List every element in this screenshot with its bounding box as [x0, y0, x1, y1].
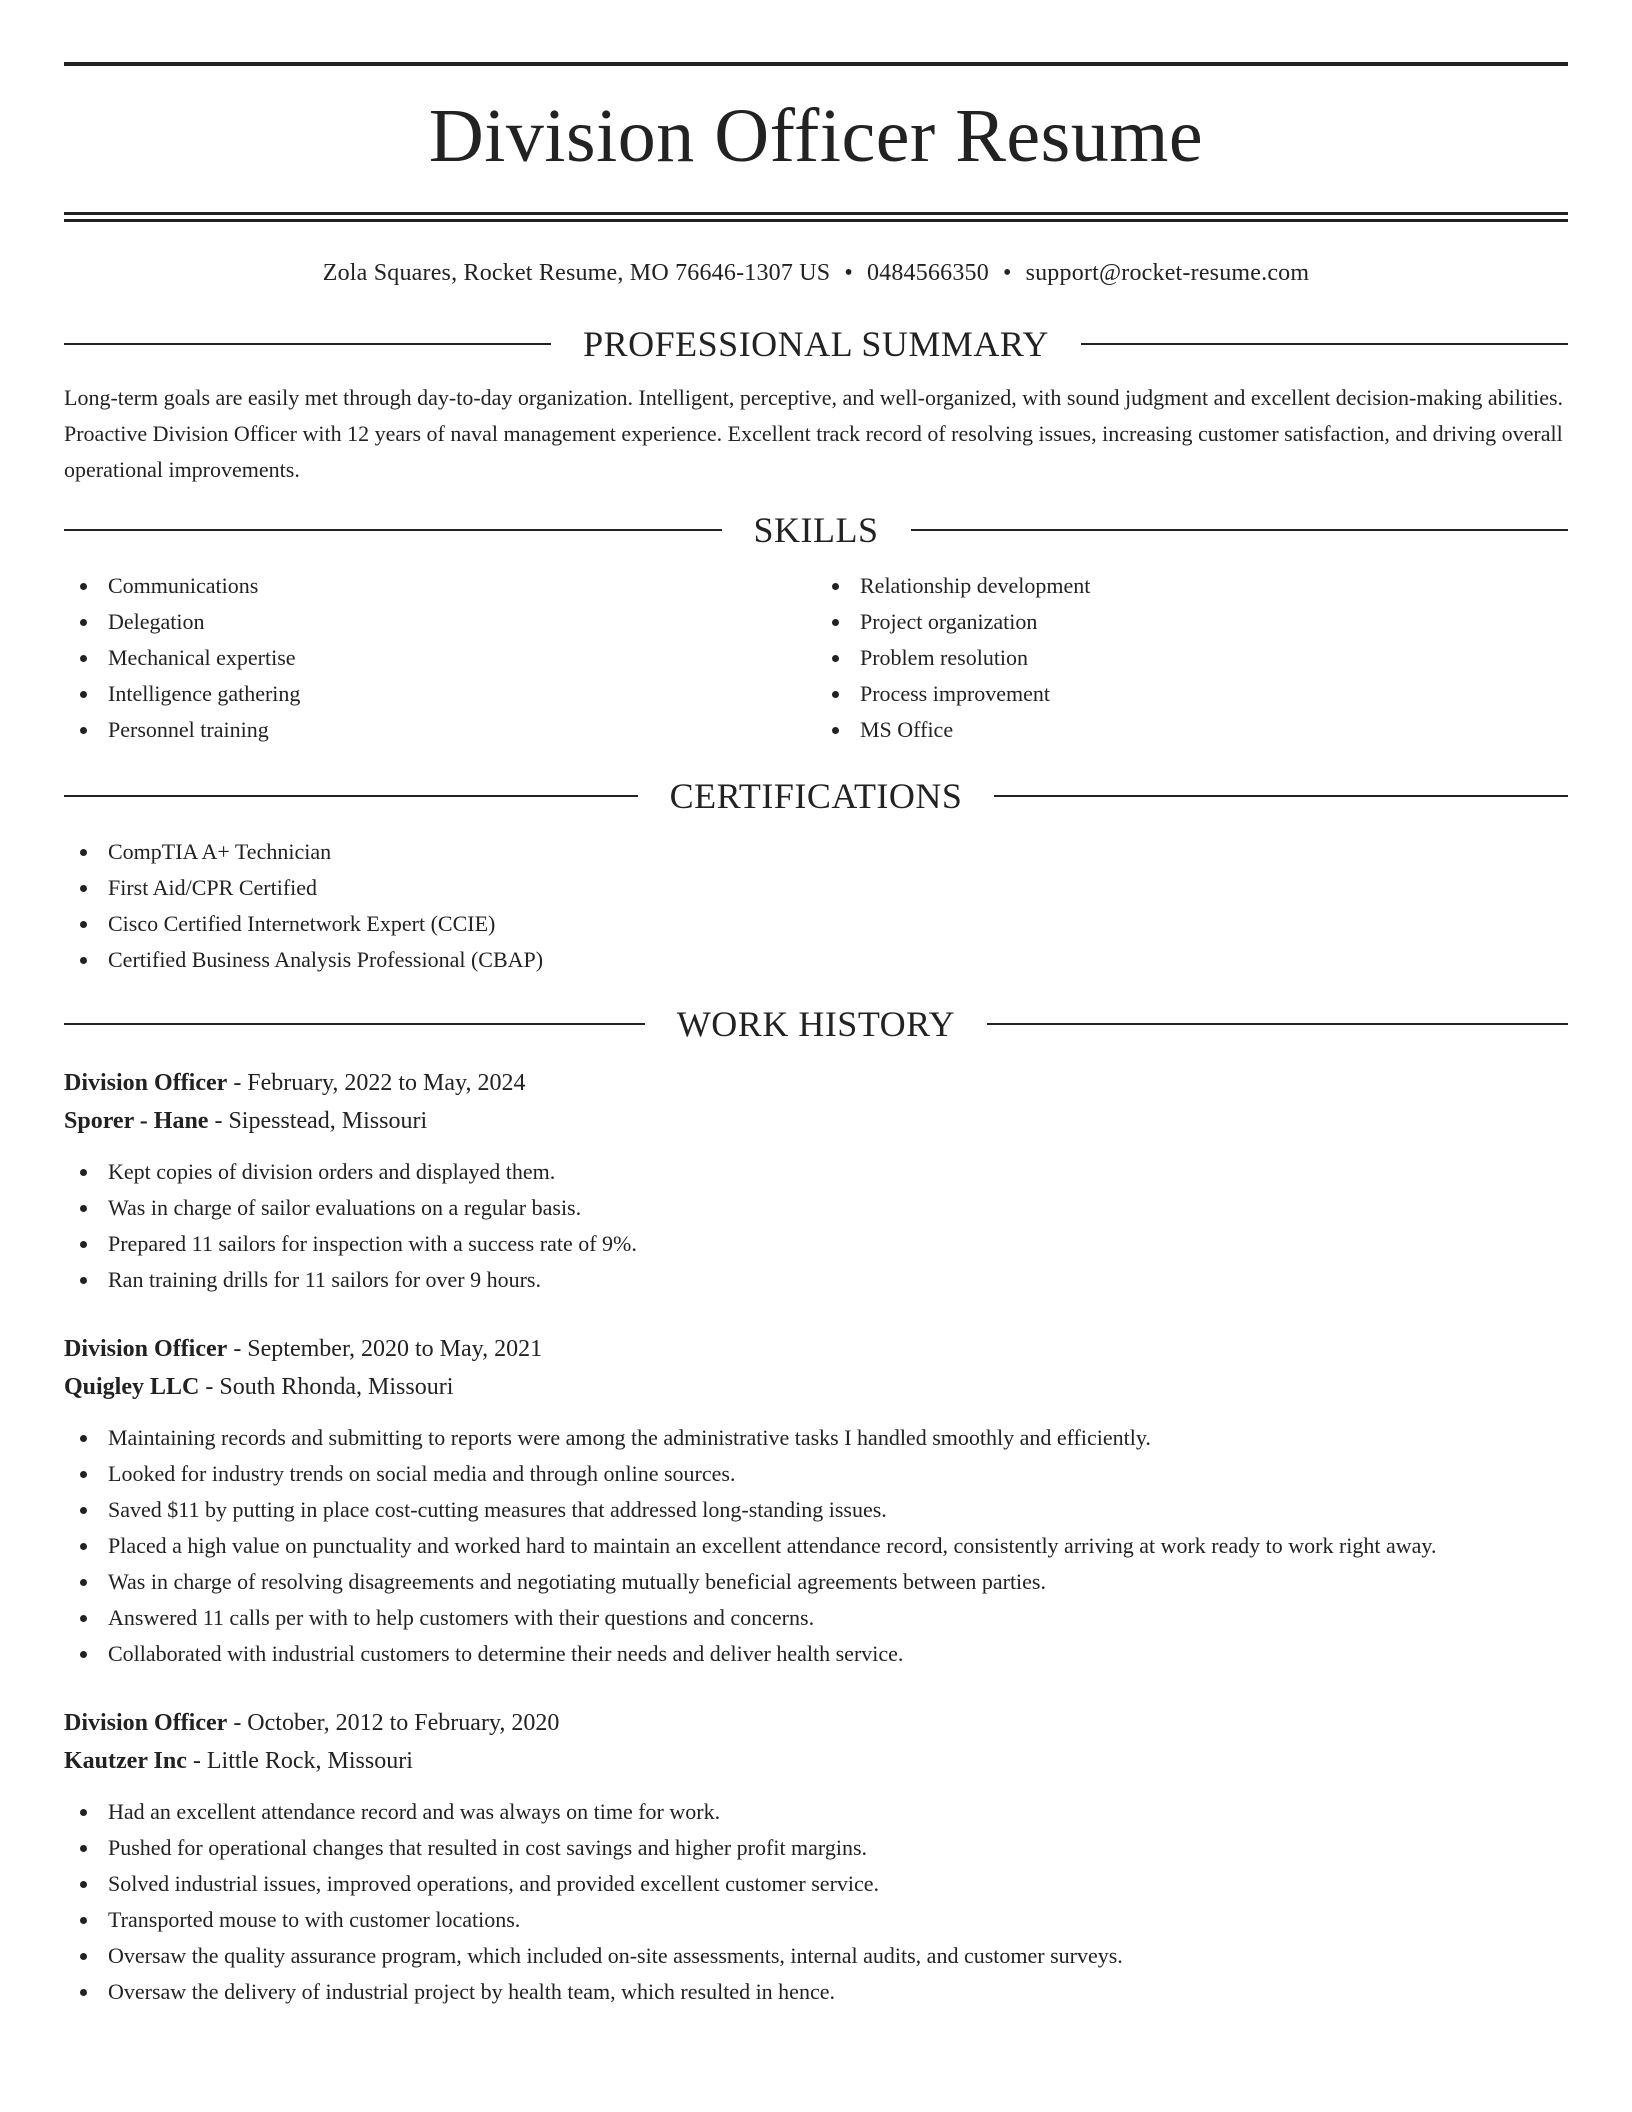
- job-bullets: [64, 1154, 1568, 1298]
- skill-item: Communications: [64, 568, 816, 604]
- work-history-heading: [64, 1002, 1568, 1046]
- section-title: WORK HISTORY: [676, 1004, 956, 1044]
- job-title-line: [64, 1330, 1568, 1368]
- job-bullet: Prepared 11 sailors for inspection with a success rate of 9%.: [64, 1226, 1568, 1262]
- job-bullet: Pushed for operational changes that resulted in cost savings and higher profit margins.: [64, 1830, 1568, 1866]
- job-dates: - September, 2020 to May, 2021: [227, 1336, 543, 1362]
- job-entry: [64, 1330, 1568, 1672]
- certification-item: CompTIA A+ Technician: [64, 834, 1568, 870]
- job-bullets: [64, 1420, 1568, 1672]
- job-company-line: [64, 1102, 1568, 1140]
- skills-heading: [64, 508, 1568, 552]
- job-bullet: Was in charge of sailor evaluations on a regular basis.: [64, 1190, 1568, 1226]
- job-company: Sporer - Hane: [64, 1108, 209, 1134]
- job-title-line: [64, 1064, 1568, 1102]
- job-dates: - February, 2022 to May, 2024: [227, 1070, 526, 1096]
- skills-list-left: [64, 568, 816, 748]
- skill-item: Delegation: [64, 604, 816, 640]
- job-bullet: Oversaw the delivery of industrial project by health team, which resulted in hence.: [64, 1974, 1568, 2010]
- summary-text: Long-term goals are easily met through day-to-day organization. Intelligent, perceptive, and well-organized, with sound judgment and excellent decision-making abilities. Proactive Division Officer with 12 years of naval management experience. Excellent track record of resolving issues, increasing customer satisfaction, and driving overall operational improvements.: [64, 385, 1564, 482]
- job-company: Kautzer Inc: [64, 1748, 187, 1774]
- job-company-line: [64, 1742, 1568, 1780]
- top-rule: [64, 62, 1568, 66]
- job-bullet: Was in charge of resolving disagreements and negotiating mutually beneficial agreements between parties.: [64, 1564, 1568, 1600]
- job-bullet: Transported mouse to with customer locations.: [64, 1902, 1568, 1938]
- job-title: Division Officer: [64, 1710, 228, 1736]
- skill-item: Problem resolution: [816, 640, 1568, 676]
- section-title: SKILLS: [753, 510, 879, 550]
- job-title: Division Officer: [64, 1336, 228, 1362]
- skill-item: MS Office: [816, 712, 1568, 748]
- job-entry: [64, 1704, 1568, 2010]
- contact-email: support@rocket-resume.com: [1025, 260, 1310, 286]
- section-title: CERTIFICATIONS: [669, 776, 963, 816]
- skill-item: Personnel training: [64, 712, 816, 748]
- job-bullets: [64, 1794, 1568, 2010]
- job-bullet: Collaborated with industrial customers to determine their needs and deliver health service.: [64, 1636, 1568, 1672]
- page-title: Division Officer Resume: [428, 94, 1204, 178]
- contact-phone: 0484566350: [866, 260, 989, 286]
- job-title-line: [64, 1704, 1568, 1742]
- job-bullet: Answered 11 calls per with to help customers with their questions and concerns.: [64, 1600, 1568, 1636]
- certification-item: Certified Business Analysis Professional (CBAP): [64, 942, 1568, 978]
- certification-item: Cisco Certified Internetwork Expert (CCIE): [64, 906, 1568, 942]
- job-bullet: Had an excellent attendance record and was always on time for work.: [64, 1794, 1568, 1830]
- heading-rule-left: [64, 1023, 645, 1025]
- skills-column-right: [816, 568, 1568, 748]
- certifications-list: [64, 834, 1568, 978]
- contact-address: Zola Squares, Rocket Resume, MO 76646-1307 US: [322, 260, 831, 286]
- job-entry: [64, 1064, 1568, 1298]
- heading-rule-right: [987, 1023, 1568, 1025]
- heading-rule-left: [64, 343, 551, 345]
- skills-list-right: [816, 568, 1568, 748]
- job-company-line: [64, 1368, 1568, 1406]
- section-title: PROFESSIONAL SUMMARY: [583, 324, 1049, 364]
- skill-item: Intelligence gathering: [64, 676, 816, 712]
- job-bullet: Looked for industry trends on social media and through online sources.: [64, 1456, 1568, 1492]
- job-dates: - October, 2012 to February, 2020: [227, 1710, 560, 1736]
- heading-rule-right: [994, 795, 1568, 797]
- job-bullet: Saved $11 by putting in place cost-cutting measures that addressed long-standing issues.: [64, 1492, 1568, 1528]
- job-bullet: Oversaw the quality assurance program, which included on-site assessments, internal audits, and customer surveys.: [64, 1938, 1568, 1974]
- skill-item: Process improvement: [816, 676, 1568, 712]
- skill-item: Relationship development: [816, 568, 1568, 604]
- summary-heading: [64, 322, 1568, 366]
- job-company: Quigley LLC: [64, 1374, 200, 1400]
- job-bullet: Placed a high value on punctuality and worked hard to maintain an excellent attendance record, consistently arriving at work ready to work right away.: [64, 1528, 1568, 1564]
- skills-grid: [64, 568, 1568, 748]
- job-location: - Sipesstead, Missouri: [208, 1108, 428, 1134]
- heading-rule-right: [911, 529, 1569, 531]
- skills-column-left: [64, 568, 816, 748]
- contact-separator: •: [1002, 260, 1012, 286]
- job-bullet: Kept copies of division orders and displayed them.: [64, 1154, 1568, 1190]
- job-location: - South Rhonda, Missouri: [199, 1374, 454, 1400]
- skill-item: Project organization: [816, 604, 1568, 640]
- skill-item: Mechanical expertise: [64, 640, 816, 676]
- heading-rule-left: [64, 529, 722, 531]
- job-bullet: Ran training drills for 11 sailors for over 9 hours.: [64, 1262, 1568, 1298]
- contact-separator: •: [844, 260, 853, 286]
- certifications-heading: [64, 774, 1568, 818]
- heading-rule-left: [64, 795, 638, 797]
- contact-line: [64, 258, 1568, 288]
- job-title: Division Officer: [64, 1070, 228, 1096]
- job-location: - Little Rock, Missouri: [186, 1748, 413, 1774]
- certification-item: First Aid/CPR Certified: [64, 870, 1568, 906]
- job-bullet: Solved industrial issues, improved operations, and provided excellent customer service.: [64, 1866, 1568, 1902]
- heading-rule-right: [1081, 343, 1568, 345]
- title-double-rule: [64, 212, 1568, 222]
- job-bullet: Maintaining records and submitting to reports were among the administrative tasks I handled smoothly and efficiently.: [64, 1420, 1568, 1456]
